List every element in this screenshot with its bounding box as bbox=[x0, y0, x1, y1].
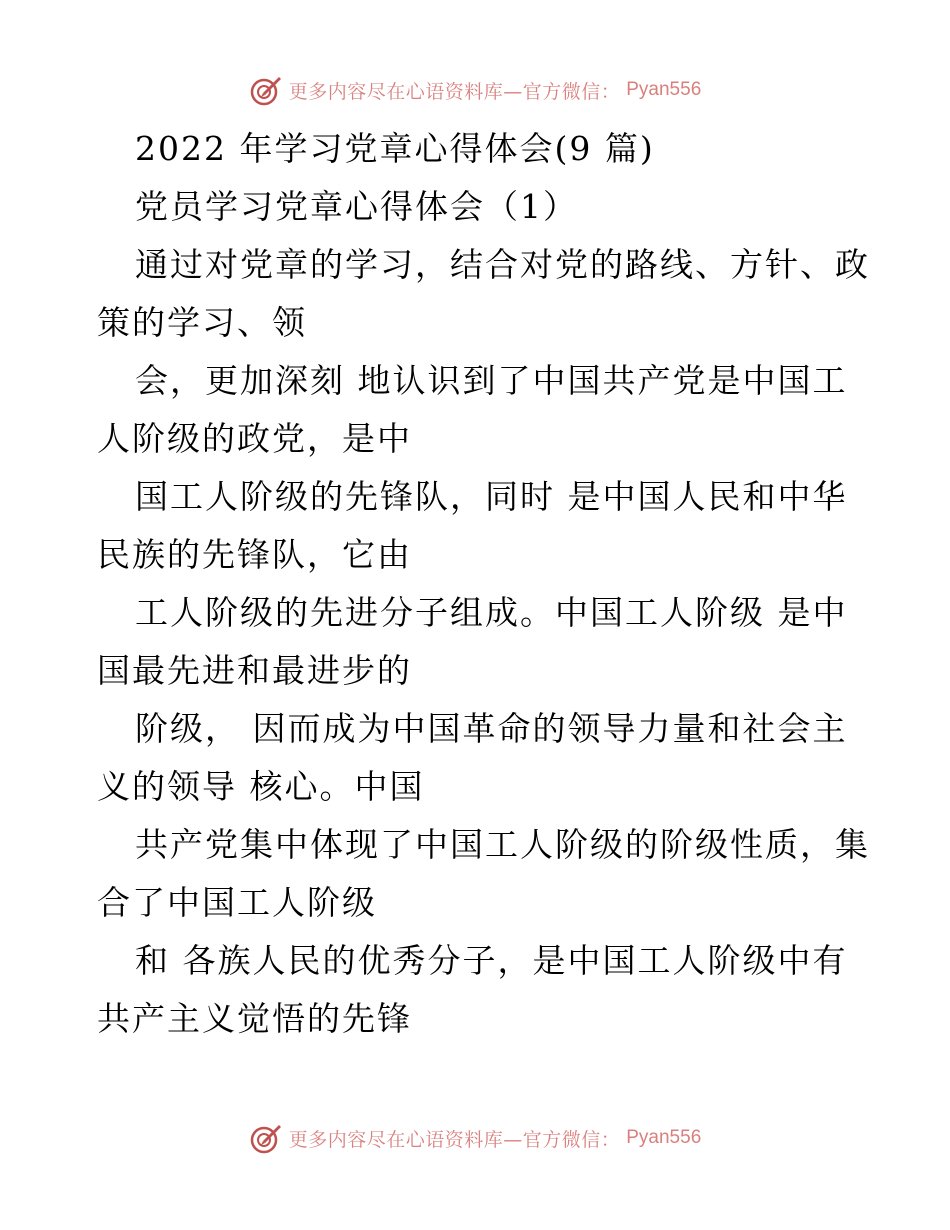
paragraph-line: 民族的先锋队，它由 bbox=[97, 535, 412, 574]
document-subtitle: 党员学习党章心得体会（1） bbox=[135, 187, 578, 226]
paragraph-line: 国最先进和最进步的 bbox=[97, 651, 412, 690]
paragraph-line: 共产主义觉悟的先锋 bbox=[97, 999, 412, 1038]
document-title: 2022 年学习党章心得体会(9 篇) bbox=[135, 129, 655, 168]
paragraph-line: 会，更加深刻 地认识到了中国共产党是中国工 bbox=[135, 361, 848, 400]
paragraph-line: 人阶级的政党，是中 bbox=[97, 419, 412, 458]
document-body bbox=[97, 120, 870, 1048]
paragraph-line: 合了中国工人阶级 bbox=[97, 883, 377, 922]
watermark-text: 更多内容尽在心语资料库—官方微信： bbox=[288, 1128, 621, 1151]
header-watermark bbox=[0, 70, 950, 110]
pen-logo-icon bbox=[249, 1121, 283, 1155]
paragraph-line: 国工人阶级的先锋队，同时 是中国人民和中华 bbox=[135, 477, 848, 516]
paragraph-line: 工人阶级的先进分子组成。中国工人阶级 是中 bbox=[135, 593, 848, 632]
paragraph-line: 义的领导 核心。中国 bbox=[97, 767, 425, 806]
watermark-text: 更多内容尽在心语资料库—官方微信： bbox=[288, 80, 621, 103]
footer-watermark bbox=[0, 1118, 950, 1158]
paragraph-line: 策的学习、领 bbox=[97, 303, 307, 342]
paragraph-line: 通过对党章的学习，结合对党的路线、方针、政 bbox=[135, 245, 870, 284]
watermark-wechat-id: Pyan556 bbox=[626, 1127, 702, 1148]
paragraph-line: 阶级， 因而成为中国革命的领导力量和社会主 bbox=[135, 709, 848, 748]
watermark-wechat-id: Pyan556 bbox=[626, 79, 702, 100]
pen-logo-icon bbox=[249, 73, 283, 107]
paragraph-line: 和 各族人民的优秀分子，是中国工人阶级中有 bbox=[135, 941, 848, 980]
paragraph-line: 共产党集中体现了中国工人阶级的阶级性质，集 bbox=[135, 825, 870, 864]
